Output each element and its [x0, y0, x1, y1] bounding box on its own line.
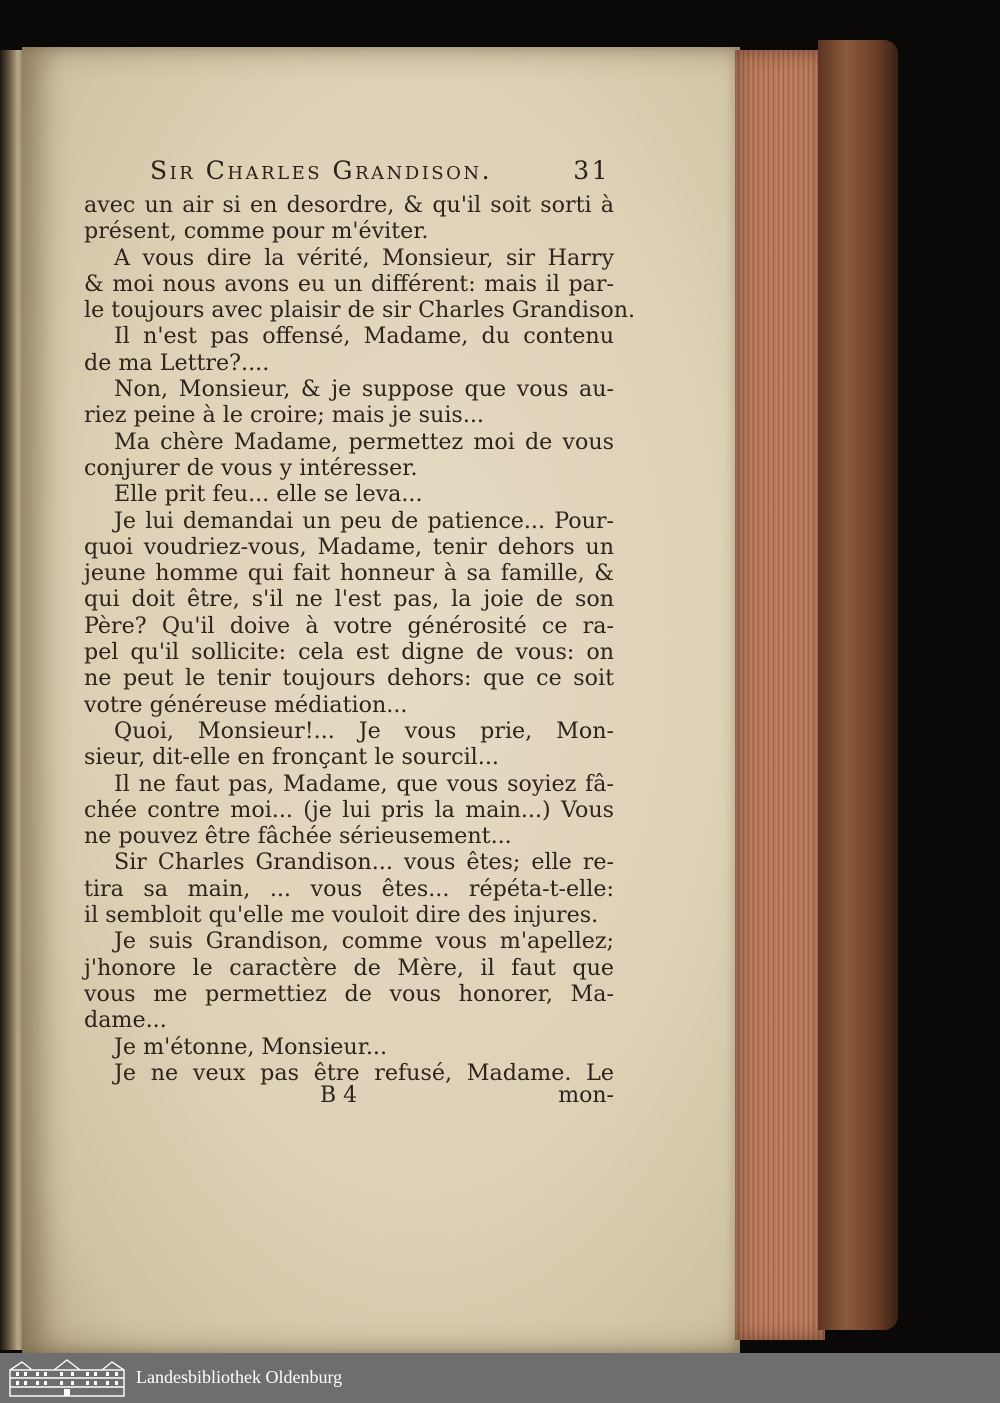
body-text [84, 192, 636, 1086]
page-edges [735, 50, 825, 1340]
page-number: 31 [573, 156, 610, 185]
text-line: & moi nous avons eu un différent: mais il par- [84, 270, 614, 297]
text-line: avec un air si en desordre, & qu'il soit sorti à [84, 192, 614, 218]
text-line: Non, Monsieur, & je suppose que vous au- [114, 376, 614, 403]
text-line: quoi voudriez-vous, Madame, tenir dehors un [84, 533, 614, 560]
text-line: il sembloit qu'elle me vouloit dire des injures. [84, 902, 599, 929]
text-line: Il ne faut pas, Madame, que vous soyiez fâ- [114, 770, 614, 797]
text-line: chée contre moi... (je lui pris la main...) Vous [84, 796, 614, 823]
text-line: jeune homme qui fait honneur à sa famille, & [84, 560, 614, 587]
text-line: le toujours avec plaisir de sir Charles Grandison. [84, 297, 636, 324]
text-line: votre généreuse médiation... [84, 691, 408, 718]
book-cover [818, 40, 898, 1330]
text-line: conjurer de vous y intéresser. [84, 454, 418, 481]
text-line: j'honore le caractère de Mère, il faut que [84, 954, 614, 981]
library-banner [0, 1353, 1000, 1403]
text-line: qui doit être, s'il ne l'est pas, la joie de son [84, 586, 614, 613]
text-line: Sir Charles Grandison... vous êtes; elle re- [114, 849, 614, 876]
text-line: Il n'est pas offensé, Madame, du contenu [114, 323, 614, 350]
text-line: ne peut le tenir toujours dehors: que ce soit [84, 665, 614, 692]
text-line: ne pouvez être fâchée sérieusement... [84, 823, 512, 850]
text-line: de ma Lettre?.... [84, 349, 270, 376]
text-line: vous me permettiez de vous honorer, Ma- [84, 980, 614, 1007]
text-line: Je lui demandai un peu de patience... Pour- [114, 507, 614, 534]
library-building-icon [8, 1358, 126, 1398]
text-line: sieur, dit-elle en fronçant le sourcil... [84, 744, 499, 771]
text-line: présent, comme pour m'éviter. [84, 218, 429, 245]
catchword: mon- [558, 1083, 614, 1108]
text-line: Elle prit feu... elle se leva... [114, 481, 423, 508]
text-line: Je ne veux pas être refusé, Madame. Le [114, 1059, 614, 1086]
text-line: A vous dire la vérité, Monsieur, sir Harry [114, 244, 614, 271]
text-line: Je m'étonne, Monsieur... [114, 1033, 388, 1060]
text-line: Quoi, Monsieur!... Je vous prie, Mon- [114, 717, 614, 744]
text-line: Père? Qu'il doive à votre générosité ce ra- [84, 612, 614, 639]
text-line: Je suis Grandison, comme vous m'apellez; [114, 928, 614, 955]
running-header [150, 156, 610, 190]
running-title: Sir Charles Grandison. [150, 156, 493, 185]
page-footer [84, 1083, 614, 1111]
text-line: Ma chère Madame, permettez moi de vous [114, 428, 614, 455]
text-line: pel qu'il sollicite: cela est digne de vous: on [84, 639, 614, 666]
library-name: Landesbibliothek Oldenburg [136, 1367, 343, 1387]
signature-mark: B 4 [320, 1083, 358, 1108]
text-line: riez peine à le croire; mais je suis... [84, 402, 484, 429]
text-line: tira sa main, ... vous êtes... répéta-t-elle: [84, 875, 614, 902]
text-line: dame... [84, 1007, 167, 1034]
left-page-edge [0, 50, 24, 1350]
